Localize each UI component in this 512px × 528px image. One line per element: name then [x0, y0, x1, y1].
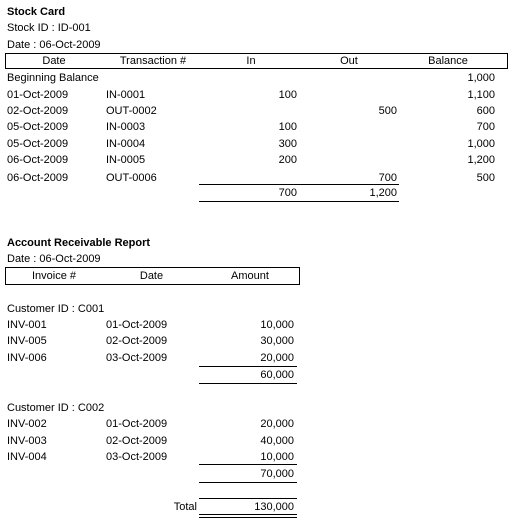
invoice-amount: 20,000 [260, 418, 294, 430]
row-date: 01-Oct-2009 [7, 89, 69, 101]
col-header-balance: Balance [428, 55, 468, 67]
row-transaction: OUT-0006 [106, 172, 157, 184]
customer-heading-c001: Customer ID : C001 [7, 303, 105, 315]
row-transaction: OUT-0002 [106, 105, 157, 117]
subtotal-rule [199, 366, 297, 367]
row-transaction: IN-0004 [106, 138, 146, 150]
invoice-amount: 30,000 [260, 335, 294, 347]
stock-card-title: Stock Card [7, 6, 66, 18]
row-transaction: IN-0005 [106, 154, 146, 166]
stock-total-rule-bottom [199, 201, 399, 202]
row-transaction: IN-0001 [106, 89, 146, 101]
row-date: 06-Oct-2009 [7, 172, 69, 184]
row-date: 05-Oct-2009 [7, 138, 69, 150]
customer-subtotal: 70,000 [260, 468, 294, 480]
subtotal-rule [199, 383, 297, 384]
stock-id: Stock ID : ID-001 [7, 22, 91, 34]
invoice-amount: 40,000 [260, 435, 294, 447]
col-header-amount: Amount [231, 270, 269, 282]
invoice-number: INV-006 [7, 352, 47, 364]
subtotal-rule [199, 464, 297, 465]
stock-total-rule-top [199, 184, 399, 185]
col-header-invoice: Invoice # [31, 270, 77, 282]
grand-total-value: 130,000 [254, 501, 294, 513]
beginning-balance-label: Beginning Balance [7, 72, 99, 84]
row-balance: 1,100 [467, 89, 495, 101]
row-in: 200 [278, 154, 297, 166]
col-header-transaction: Transaction # [119, 55, 187, 67]
row-balance: 1,200 [467, 154, 495, 166]
beginning-balance-value: 1,000 [467, 72, 495, 84]
invoice-date: 02-Oct-2009 [106, 435, 168, 447]
invoice-number: INV-005 [7, 335, 47, 347]
row-date: 06-Oct-2009 [7, 154, 69, 166]
ar-report-title: Account Receivable Report [7, 237, 151, 249]
invoice-date: 01-Oct-2009 [106, 418, 168, 430]
invoice-date: 03-Oct-2009 [106, 451, 168, 463]
row-in: 100 [278, 89, 297, 101]
invoice-number: INV-001 [7, 319, 47, 331]
row-out: 500 [378, 105, 397, 117]
customer-heading-c002: Customer ID : C002 [7, 402, 105, 414]
stock-total-out: 1,200 [369, 187, 397, 199]
row-date: 05-Oct-2009 [7, 121, 69, 133]
col-header-date: Date [42, 55, 66, 67]
row-balance: 600 [476, 105, 495, 117]
invoice-number: INV-003 [7, 435, 47, 447]
row-transaction: IN-0003 [106, 121, 146, 133]
row-balance: 700 [476, 121, 495, 133]
subtotal-rule [199, 482, 297, 483]
col-header-in: In [246, 55, 256, 67]
ar-report-date: Date : 06-Oct-2009 [7, 253, 101, 265]
row-out: 700 [378, 172, 397, 184]
grand-total-rule-double-1 [199, 514, 297, 515]
stock-total-in: 700 [278, 187, 297, 199]
grand-total-rule-top [199, 498, 297, 499]
row-in: 300 [278, 138, 297, 150]
col-header-out: Out [340, 55, 358, 67]
stock-card-date: Date : 06-Oct-2009 [7, 39, 101, 51]
invoice-amount: 10,000 [260, 319, 294, 331]
row-date: 02-Oct-2009 [7, 105, 69, 117]
row-balance: 1,000 [467, 138, 495, 150]
invoice-number: INV-002 [7, 418, 47, 430]
invoice-date: 03-Oct-2009 [106, 352, 168, 364]
invoice-date: 01-Oct-2009 [106, 319, 168, 331]
invoice-date: 02-Oct-2009 [106, 335, 168, 347]
invoice-amount: 20,000 [260, 352, 294, 364]
row-in: 100 [278, 121, 297, 133]
invoice-number: INV-004 [7, 451, 47, 463]
col-header-date: Date [139, 270, 164, 282]
invoice-amount: 10,000 [260, 451, 294, 463]
grand-total-rule-double-2 [199, 517, 297, 518]
grand-total-label: Total [173, 501, 197, 513]
customer-subtotal: 60,000 [260, 369, 294, 381]
row-balance: 500 [476, 172, 495, 184]
